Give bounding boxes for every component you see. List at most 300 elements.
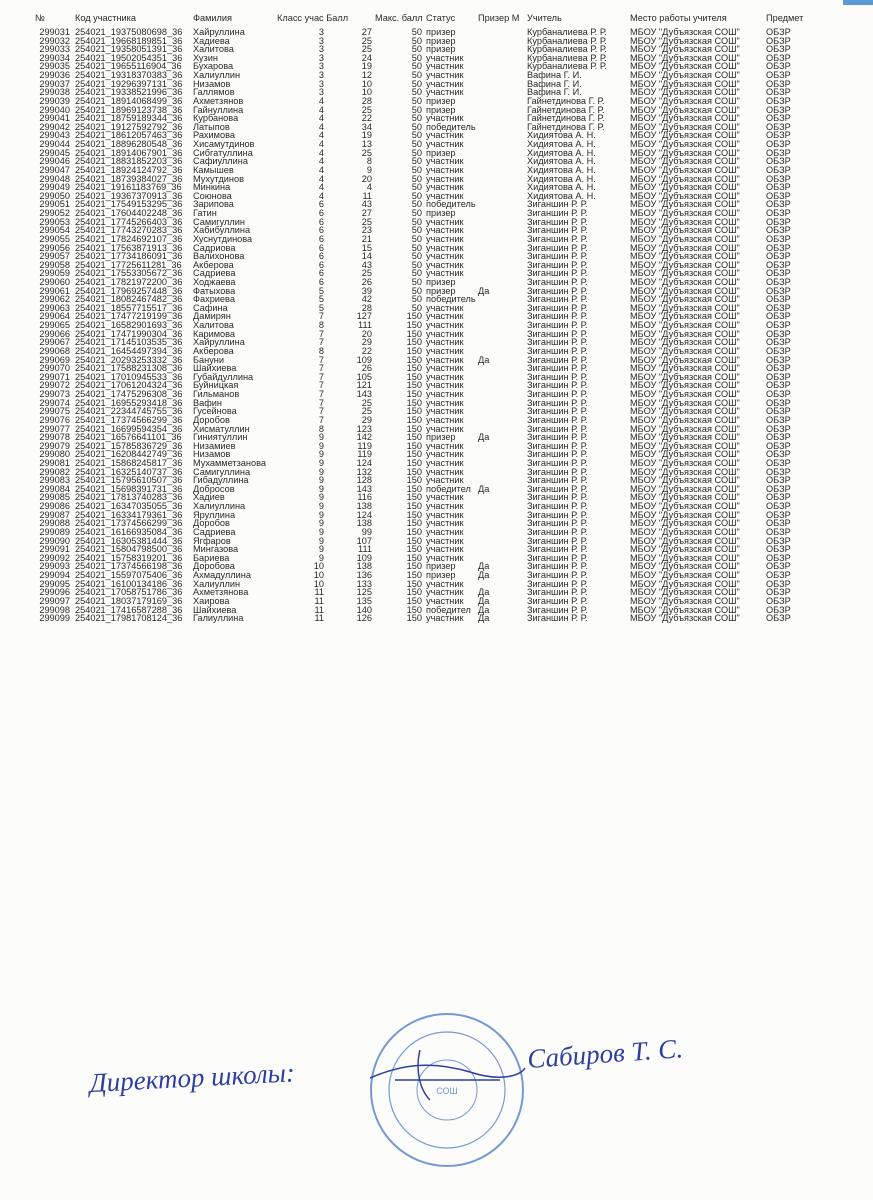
- cell-subject: ОБЗР: [766, 139, 791, 150]
- cell-surname: Галлямов: [193, 87, 235, 98]
- cell-max-score: 50: [411, 182, 422, 193]
- cell-surname: Халитова: [193, 320, 234, 331]
- cell-max-score: 50: [411, 285, 422, 296]
- cell-participant-code: 254021_15804798500_36: [75, 544, 183, 555]
- cell-score: 99: [361, 526, 372, 537]
- cell-class: 6: [318, 225, 324, 236]
- cell-surname: Садриева: [193, 268, 236, 279]
- cell-teacher: Зиганшин Р. Р.: [527, 587, 588, 598]
- cell-status: призер: [426, 95, 456, 106]
- cell-teacher: Хидиятова А. Н.: [527, 139, 596, 150]
- cell-row-number: 299084: [39, 483, 70, 494]
- cell-participant-code: 254021_16305381444_36: [75, 535, 183, 546]
- official-stamp: [371, 1014, 523, 1166]
- cell-row-number: 299046: [39, 156, 70, 167]
- cell-teacher: Зиганшин Р. Р.: [527, 535, 588, 546]
- cell-status: участник: [426, 544, 464, 555]
- cell-score: 25: [361, 216, 372, 227]
- cell-row-number: 299088: [39, 518, 70, 529]
- cell-status: участник: [426, 595, 464, 606]
- cell-class: 7: [318, 406, 324, 417]
- cell-row-number: 299077: [39, 423, 70, 434]
- cell-participant-code: 254021_19318370383_36: [75, 70, 183, 81]
- cell-status: участник: [426, 139, 464, 150]
- cell-row-number: 299048: [39, 173, 70, 184]
- cell-subject: ОБЗР: [766, 501, 791, 512]
- cell-teacher: Зиганшин Р. Р.: [527, 328, 588, 339]
- cell-max-score: 50: [411, 216, 422, 227]
- cell-row-number: 299065: [39, 320, 70, 331]
- cell-school: МБОУ "Дубъязская СОШ": [630, 27, 740, 37]
- cell-surname: Садриова: [193, 242, 236, 253]
- cell-class: 11: [314, 587, 324, 598]
- cell-score: 27: [361, 27, 372, 37]
- cell-school: МБОУ "Дубъязская СОШ": [630, 440, 740, 451]
- cell-school: МБОУ "Дубъязская СОШ": [630, 345, 740, 356]
- cell-class: 9: [318, 458, 324, 468]
- cell-status: участник: [426, 535, 464, 546]
- cell-row-number: 299058: [39, 259, 70, 270]
- cell-score: 138: [356, 501, 372, 512]
- cell-participant-code: 254021_19127592792_36: [75, 121, 183, 132]
- cell-score: 8: [366, 156, 372, 167]
- cell-school: МБОУ "Дубъязская СОШ": [630, 130, 740, 141]
- cell-subject: ОБЗР: [766, 208, 791, 219]
- cell-subject: ОБЗР: [766, 328, 791, 339]
- cell-participant-code: 254021_17743270283_36: [75, 225, 183, 236]
- cell-school: МБОУ "Дубъязская СОШ": [630, 52, 740, 63]
- cell-max-score: 50: [411, 156, 422, 167]
- cell-class: 6: [318, 251, 324, 262]
- cell-max-score: 150: [406, 320, 422, 331]
- cell-surname: Гатин: [193, 208, 217, 219]
- cell-class: 4: [318, 182, 324, 193]
- cell-max-score: 150: [406, 475, 422, 486]
- cell-max-score: 50: [411, 35, 422, 46]
- cell-school: МБОУ "Дубъязская СОШ": [630, 268, 740, 279]
- cell-score: 135: [356, 595, 372, 606]
- cell-participant-code: 254021_18914068499_36: [75, 95, 183, 106]
- cell-class: 4: [318, 113, 324, 124]
- cell-max-score: 150: [406, 587, 422, 598]
- cell-status: участник: [426, 242, 464, 253]
- cell-teacher: Зиганшин Р. Р.: [527, 276, 588, 287]
- cell-row-number: 299093: [39, 561, 70, 572]
- cell-participant-code: 254021_17374566299_36: [75, 414, 183, 425]
- cell-status: участник: [426, 113, 464, 124]
- cell-participant-code: 254021_19338521996_36: [75, 87, 183, 98]
- cell-surname: Фатыхова: [193, 285, 236, 296]
- cell-class: 9: [318, 432, 324, 443]
- cell-score: 14: [361, 251, 372, 262]
- cell-row-number: 299097: [39, 595, 70, 606]
- cell-row-number: 299098: [39, 604, 70, 615]
- cell-surname: Мухамметзанова: [193, 458, 266, 468]
- cell-participant-code: 254021_16166935084_36: [75, 526, 183, 537]
- cell-school: МБОУ "Дубъязская СОШ": [630, 208, 740, 219]
- cell-subject: ОБЗР: [766, 578, 791, 589]
- cell-subject: ОБЗР: [766, 190, 791, 201]
- cell-max-score: 150: [406, 570, 422, 581]
- cell-school: МБОУ "Дубъязская СОШ": [630, 501, 740, 512]
- cell-school: МБОУ "Дубъязская СОШ": [630, 423, 740, 434]
- cell-status: призер: [426, 27, 456, 37]
- cell-row-number: 299074: [39, 397, 70, 408]
- cell-row-number: 299089: [39, 526, 70, 537]
- cell-row-number: 299069: [39, 354, 70, 365]
- cell-teacher: Гайнетдинова Г. Р.: [527, 95, 605, 106]
- cell-class: 4: [318, 173, 324, 184]
- cell-status: призер: [426, 276, 456, 287]
- cell-subject: ОБЗР: [766, 199, 791, 210]
- cell-subject: ОБЗР: [766, 35, 791, 46]
- cell-status: участник: [426, 458, 464, 468]
- cell-class: 4: [318, 164, 324, 175]
- cell-max-score: 50: [411, 147, 422, 158]
- cell-surname: Хадиев: [193, 492, 225, 503]
- cell-score: 143: [356, 483, 372, 494]
- cell-subject: ОБЗР: [766, 44, 791, 55]
- cell-surname: Халиуллин: [193, 578, 241, 589]
- cell-teacher: Зиганшин Р. Р.: [527, 613, 588, 624]
- cell-max-score: 150: [406, 371, 422, 382]
- cell-score: 26: [361, 363, 372, 374]
- signature-name: Сабиров Т. С.: [526, 1033, 684, 1074]
- cell-subject: ОБЗР: [766, 233, 791, 244]
- cell-max-score: 150: [406, 518, 422, 529]
- cell-max-score: 150: [406, 423, 422, 434]
- cell-surname: Гайнуллина: [193, 104, 244, 115]
- cell-participant-code: 254021_18739384027_36: [75, 173, 183, 184]
- cell-teacher: Вафина Г. И.: [527, 87, 582, 98]
- cell-participant-code: 254021_18759189344_36: [75, 113, 183, 124]
- cell-max-score: 50: [411, 130, 422, 141]
- cell-score: 123: [356, 423, 372, 434]
- cell-teacher: Зиганшин Р. Р.: [527, 380, 588, 391]
- cell-status: участник: [426, 518, 464, 529]
- cell-max-score: 150: [406, 449, 422, 460]
- cell-teacher: Зиганшин Р. Р.: [527, 509, 588, 520]
- cell-school: МБОУ "Дубъязская СОШ": [630, 526, 740, 537]
- cell-row-number: 299095: [39, 578, 70, 589]
- cell-prizer-municipal: Да: [478, 354, 490, 365]
- cell-teacher: Вафина Г. И.: [527, 78, 582, 89]
- cell-surname: Халитова: [193, 44, 234, 55]
- cell-participant-code: 254021_16576641101_36: [75, 432, 182, 443]
- cell-subject: ОБЗР: [766, 475, 791, 486]
- cell-surname: Халиуллина: [193, 501, 246, 512]
- cell-teacher: Зиганшин Р. Р.: [527, 449, 588, 460]
- cell-school: МБОУ "Дубъязская СОШ": [630, 518, 740, 529]
- cell-score: 20: [361, 328, 372, 339]
- cell-score: 121: [356, 380, 372, 391]
- cell-max-score: 150: [406, 363, 422, 374]
- cell-class: 3: [318, 70, 324, 81]
- cell-max-score: 50: [411, 276, 422, 287]
- cell-max-score: 50: [411, 225, 422, 236]
- cell-school: МБОУ "Дубъязская СОШ": [630, 570, 740, 581]
- cell-row-number: 299044: [39, 139, 70, 150]
- cell-score: 25: [361, 44, 372, 55]
- cell-participant-code: 254021_17969257448_36: [75, 285, 183, 296]
- cell-status: победитель: [426, 294, 476, 305]
- cell-max-score: 50: [411, 164, 422, 175]
- cell-surname: Союнова: [193, 190, 232, 201]
- cell-participant-code: 254021_17604402248_36: [75, 208, 183, 219]
- cell-row-number: 299087: [39, 509, 70, 520]
- cell-teacher: Хидиятова А. Н.: [527, 173, 596, 184]
- header-code: Код участника: [75, 13, 137, 23]
- cell-status: участник: [426, 190, 464, 201]
- cell-row-number: 299091: [39, 544, 70, 555]
- cell-teacher: Зиганшин Р. Р.: [527, 406, 588, 417]
- cell-participant-code: 254021_19668189851_36: [75, 35, 183, 46]
- cell-surname: Гиниятуллин: [193, 432, 248, 443]
- cell-row-number: 299041: [39, 113, 70, 124]
- cell-participant-code: 254021_17477219199_36: [75, 311, 183, 322]
- cell-status: участник: [426, 466, 464, 477]
- cell-surname: Добросов: [193, 483, 235, 494]
- cell-teacher: Зиганшин Р. Р.: [527, 595, 588, 606]
- cell-class: 4: [318, 147, 324, 158]
- cell-class: 3: [318, 27, 324, 37]
- cell-score: 9: [366, 164, 372, 175]
- cell-surname: Доробов: [193, 414, 230, 425]
- cell-score: 25: [361, 147, 372, 158]
- cell-status: участник: [426, 397, 464, 408]
- header-status: Статус: [426, 13, 456, 23]
- cell-school: МБОУ "Дубъязская СОШ": [630, 44, 740, 55]
- cell-class: 7: [318, 328, 324, 339]
- cell-school: МБОУ "Дубъязская СОШ": [630, 492, 740, 503]
- cell-max-score: 50: [411, 121, 422, 132]
- cell-row-number: 299054: [39, 225, 70, 236]
- cell-status: призер: [426, 147, 456, 158]
- cell-surname: Яруллина: [193, 509, 236, 520]
- cell-class: 6: [318, 233, 324, 244]
- cell-score: 29: [361, 337, 372, 348]
- cell-status: призер: [426, 44, 456, 55]
- cell-teacher: Зиганшин Р. Р.: [527, 440, 588, 451]
- cell-surname: Рахимова: [193, 130, 235, 141]
- cell-score: 138: [356, 561, 372, 572]
- cell-participant-code: 254021_16699594354_36: [75, 423, 183, 434]
- cell-score: 39: [361, 285, 372, 296]
- cell-participant-code: 254021_22344745755_36: [75, 406, 183, 417]
- cell-row-number: 299078: [39, 432, 70, 443]
- cell-subject: ОБЗР: [766, 276, 791, 287]
- cell-participant-code: 254021_17471990304_36: [75, 328, 183, 339]
- cell-teacher: Зиганшин Р. Р.: [527, 414, 588, 425]
- cell-score: 43: [361, 259, 372, 270]
- cell-max-score: 50: [411, 139, 422, 150]
- cell-subject: ОБЗР: [766, 52, 791, 63]
- cell-surname: Хабибуллина: [193, 225, 251, 236]
- cell-participant-code: 254021_18924124792_36: [75, 164, 183, 175]
- cell-max-score: 50: [411, 113, 422, 124]
- cell-row-number: 299090: [39, 535, 70, 546]
- cell-subject: ОБЗР: [766, 389, 791, 400]
- cell-school: МБОУ "Дубъязская СОШ": [630, 483, 740, 494]
- cell-row-number: 299073: [39, 389, 70, 400]
- cell-status: участник: [426, 371, 464, 382]
- cell-status: участник: [426, 552, 464, 563]
- cell-surname: Доробова: [193, 561, 235, 572]
- cell-class: 9: [318, 483, 324, 494]
- cell-prizer-municipal: Да: [478, 587, 490, 598]
- cell-class: 9: [318, 501, 324, 512]
- header-max: Макс. балл: [375, 14, 423, 23]
- cell-score: 21: [361, 233, 372, 244]
- cell-row-number: 299049: [39, 182, 70, 193]
- cell-row-number: 299086: [39, 501, 70, 512]
- cell-status: участник: [426, 509, 464, 520]
- cell-subject: ОБЗР: [766, 432, 791, 443]
- cell-subject: ОБЗР: [766, 302, 791, 313]
- cell-school: МБОУ "Дубъязская СОШ": [630, 190, 740, 201]
- cell-status: участник: [426, 354, 464, 365]
- cell-class: 9: [318, 440, 324, 451]
- cell-school: МБОУ "Дубъязская СОШ": [630, 354, 740, 365]
- cell-status: призер: [426, 35, 456, 46]
- cell-max-score: 50: [411, 294, 422, 305]
- cell-subject: ОБЗР: [766, 113, 791, 124]
- cell-score: 4: [366, 182, 372, 193]
- cell-row-number: 299051: [39, 199, 70, 210]
- cell-participant-code: 254021_15597075406_36: [75, 570, 183, 581]
- cell-class: 6: [318, 268, 324, 279]
- cell-subject: ОБЗР: [766, 561, 791, 572]
- cell-teacher: Зиганшин Р. Р.: [527, 561, 588, 572]
- cell-surname: Хуснутдинова: [193, 233, 253, 244]
- cell-class: 5: [318, 302, 324, 313]
- cell-status: участник: [426, 52, 464, 63]
- cell-max-score: 50: [411, 251, 422, 262]
- cell-subject: ОБЗР: [766, 595, 791, 606]
- cell-score: 15: [361, 242, 372, 253]
- cell-surname: Буйницкая: [193, 380, 239, 391]
- cell-teacher: Зиганшин Р. Р.: [527, 397, 588, 408]
- cell-status: победител: [426, 604, 471, 615]
- cell-max-score: 50: [411, 27, 422, 37]
- cell-participant-code: 254021_17745266403_36: [75, 216, 183, 227]
- cell-participant-code: 254021_18557715517_36: [75, 302, 183, 313]
- cell-participant-code: 254021_15785836729_36: [75, 440, 183, 451]
- cell-class: 3: [318, 87, 324, 98]
- cell-status: участник: [426, 526, 464, 537]
- cell-school: МБОУ "Дубъязская СОШ": [630, 561, 740, 572]
- cell-school: МБОУ "Дубъязская СОШ": [630, 552, 740, 563]
- cell-surname: Бухарова: [193, 61, 234, 72]
- cell-surname: Ходжаева: [193, 276, 236, 287]
- cell-status: участник: [426, 501, 464, 512]
- cell-surname: Зарипова: [193, 199, 234, 210]
- cell-surname: Акберова: [193, 345, 234, 356]
- cell-class: 11: [314, 613, 324, 624]
- cell-row-number: 299037: [39, 78, 70, 89]
- cell-participant-code: 254021_16325140737_36: [75, 466, 183, 477]
- cell-school: МБОУ "Дубъязская СОШ": [630, 173, 740, 184]
- cell-status: участник: [426, 414, 464, 425]
- cell-class: 8: [318, 320, 324, 331]
- header-teacher: Учитель: [527, 13, 562, 23]
- cell-participant-code: 254021_17475296308_36: [75, 389, 183, 400]
- cell-row-number: 299099: [39, 613, 70, 624]
- cell-class: 4: [318, 121, 324, 132]
- cell-status: участник: [426, 302, 464, 313]
- cell-max-score: 150: [406, 406, 422, 417]
- cell-status: участник: [426, 337, 464, 348]
- cell-surname: Курбанова: [193, 113, 239, 124]
- cell-score: 43: [361, 199, 372, 210]
- cell-class: 4: [318, 104, 324, 115]
- cell-subject: ОБЗР: [766, 251, 791, 262]
- cell-teacher: Зиганшин Р. Р.: [527, 294, 588, 305]
- cell-participant-code: 254021_17824692107_36: [75, 233, 183, 244]
- header-school: Место работы учителя: [630, 13, 727, 23]
- cell-school: МБОУ "Дубъязская СОШ": [630, 475, 740, 486]
- cell-participant-code: 254021_17981708124_36: [75, 613, 183, 624]
- cell-class: 4: [318, 139, 324, 150]
- cell-teacher: Курбаналиева Р. Р.: [527, 44, 607, 55]
- signature-title: Директор школы:: [88, 1057, 296, 1098]
- cell-teacher: Зиганшин Р. Р.: [527, 233, 588, 244]
- cell-score: 111: [358, 320, 372, 331]
- cell-subject: ОБЗР: [766, 78, 791, 89]
- cell-row-number: 299038: [39, 87, 70, 98]
- cell-school: МБОУ "Дубъязская СОШ": [630, 389, 740, 400]
- cell-surname: Хаирова: [193, 595, 230, 606]
- cell-participant-code: 254021_17374566299_36: [75, 518, 183, 529]
- cell-surname: Хузин: [193, 52, 218, 63]
- cell-participant-code: 254021_19367370913_36: [75, 190, 183, 201]
- cell-status: участник: [426, 233, 464, 244]
- cell-row-number: 299042: [39, 121, 70, 132]
- cell-surname: Латыпов: [193, 121, 230, 132]
- cell-participant-code: 254021_16208442749_36: [75, 449, 183, 460]
- cell-score: 34: [361, 121, 372, 132]
- cell-subject: ОБЗР: [766, 371, 791, 382]
- cell-status: участник: [426, 173, 464, 184]
- cell-max-score: 150: [406, 613, 422, 624]
- cell-school: МБОУ "Дубъязская СОШ": [630, 380, 740, 391]
- cell-subject: ОБЗР: [766, 259, 791, 270]
- cell-school: МБОУ "Дубъязская СОШ": [630, 95, 740, 106]
- cell-status: участник: [426, 328, 464, 339]
- cell-class: 4: [318, 190, 324, 201]
- cell-teacher: Зиганшин Р. Р.: [527, 432, 588, 443]
- cell-school: МБОУ "Дубъязская СОШ": [630, 587, 740, 598]
- cell-max-score: 150: [406, 526, 422, 537]
- cell-max-score: 50: [411, 190, 422, 201]
- cell-participant-code: 254021_19502054351_36: [75, 52, 183, 63]
- cell-surname: Ахмадуллина: [193, 570, 251, 581]
- cell-score: 119: [357, 449, 372, 460]
- cell-subject: ОБЗР: [766, 27, 791, 37]
- cell-status: участник: [426, 156, 464, 167]
- cell-school: МБОУ "Дубъязская СОШ": [630, 302, 740, 313]
- cell-status: победитель: [426, 199, 476, 210]
- cell-prizer-municipal: Да: [478, 570, 490, 581]
- cell-teacher: Хидиятова А. Н.: [527, 182, 596, 193]
- cell-surname: Бануни: [193, 354, 225, 365]
- cell-subject: ОБЗР: [766, 87, 791, 98]
- cell-surname: Доробов: [193, 518, 230, 529]
- cell-status: победител: [426, 483, 471, 494]
- cell-row-number: 299060: [39, 276, 70, 287]
- cell-class: 8: [318, 345, 324, 356]
- cell-row-number: 299092: [39, 552, 70, 563]
